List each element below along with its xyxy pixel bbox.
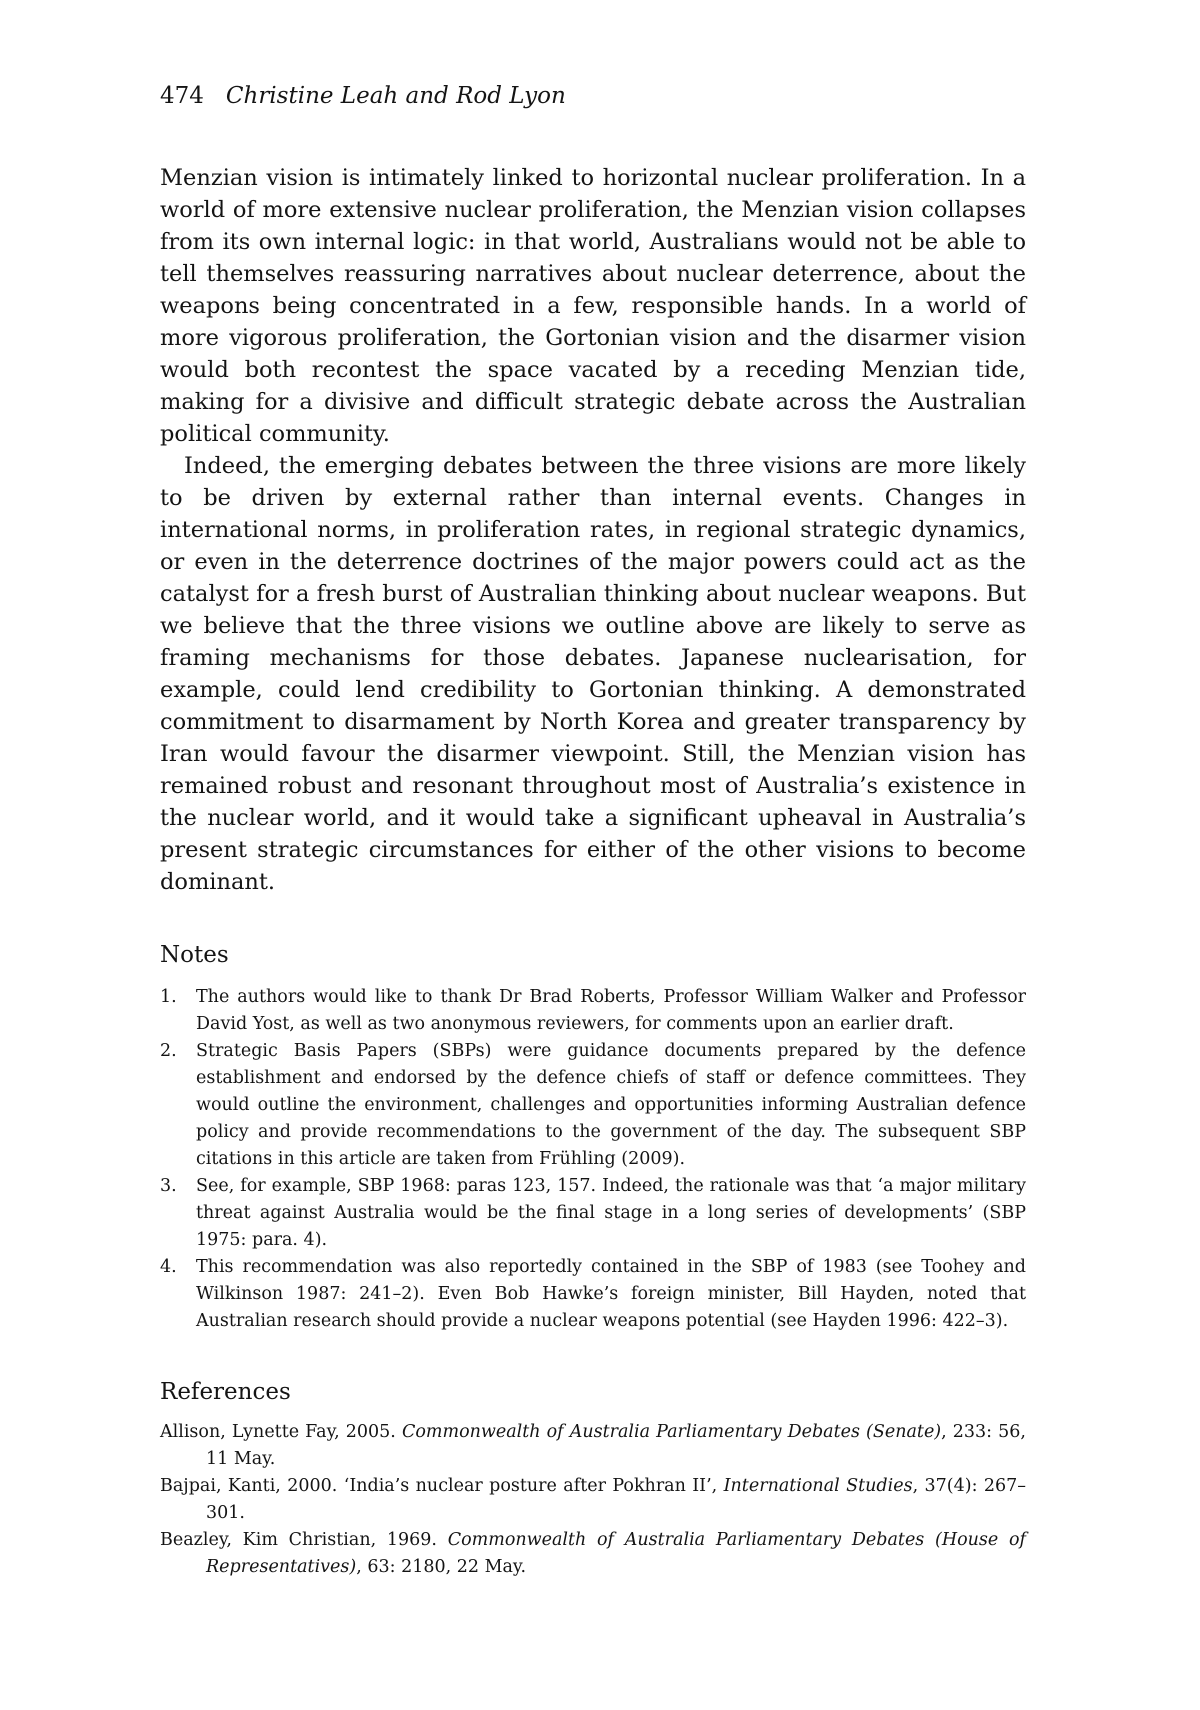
note-text: See, for example, SBP 1968: paras 123, 157. Indeed, the rationale was that ‘a major military threat against Australia would be the final stage in a long series of developments’ (SBP 1975: para. 4). [196,1176,1026,1250]
reference-text: , 37(4): 267–301. [206,1476,1027,1523]
reference-entry [160,1419,1026,1473]
note-number: 4. [160,1257,177,1277]
reference-text: Beazley, Kim Christian, 1969. [160,1530,448,1550]
reference-text: Allison, Lynette Fay, 2005. [160,1422,402,1442]
note-item [160,1173,1026,1254]
note-text: The authors would like to thank Dr Brad Roberts, Professor William Walker and Professor David Yost, as well as two anonymous reviewers, for comments upon an earlier draft. [196,987,1026,1034]
note-item [160,1038,1026,1173]
body-paragraph: Menzian vision is intimately linked to horizontal nuclear proliferation. In a world of more extensive nuclear proliferation, the Menzian vision collapses from its own internal logic: in that world, Australians would not be able to tell themselves reassuring narratives about nuclear deterrence, about the weapons being concentrated in a few, responsible hands. In a world of more vigorous proliferation, the Gortonian vision and the disarmer vision would both recontest the space vacated by a receding Menzian tide, making for a divisive and difficult strategic debate across the Australian political community. [160,165,1026,447]
note-number: 3. [160,1176,177,1196]
reference-title: Commonwealth of Australia Parliamentary Debates (House of Representatives) [206,1530,1026,1577]
note-item [160,1254,1026,1335]
reference-text: Bajpai, Kanti, 2000. ‘India’s nuclear posture after Pokhran II’, [160,1476,724,1496]
references-heading: References [160,1379,291,1405]
note-number: 2. [160,1041,177,1061]
note-item [160,984,1026,1038]
note-number: 1. [160,987,177,1007]
body-text [160,162,1026,898]
reference-text: , 233: 56, 11 May. [206,1422,1026,1469]
page [160,80,1026,1581]
reference-title: International Studies [723,1476,913,1496]
reference-title: Commonwealth of Australia Parliamentary Debates (Senate) [401,1422,942,1442]
reference-text: , 63: 2180, 22 May. [356,1557,527,1577]
reference-entry [160,1527,1026,1581]
reference-entry [160,1473,1026,1527]
running-head [160,80,1026,112]
running-head-authors: Christine Leah and Rod Lyon [225,83,566,109]
note-text: Strategic Basis Papers (SBPs) were guidance documents prepared by the defence establishment and endorsed by the defence chiefs of staff or defence committees. They would outline the environment, challenges and opportunities informing Australian defence policy and provide recommendations to the government of the day. The subsequent SBP citations in this article are taken from Frühling (2009). [196,1041,1026,1169]
note-text: This recommendation was also reportedly contained in the SBP of 1983 (see Toohey and Wilkinson 1987: 241–2). Even Bob Hawke’s foreign minister, Bill Hayden, noted that Australian research should provide a nuclear weapons potential (see Hayden 1996: 422–3). [196,1257,1026,1331]
notes-list [160,984,1026,1335]
references-list [160,1419,1026,1581]
body-paragraph: Indeed, the emerging debates between the three visions are more likely to be driven by external rather than internal events. Changes in international norms, in proliferation rates, in regional strategic dynamics, or even in the deterrence doctrines of the major powers could act as the catalyst for a fresh burst of Australian thinking about nuclear weapons. But we believe that the three visions we outline above are likely to serve as framing mechanisms for those debates. Japanese nuclearisation, for example, could lend credibility to Gortonian thinking. A demonstrated commitment to disarmament by North Korea and greater transparency by Iran would favour the disarmer viewpoint. Still, the Menzian vision has remained robust and resonant throughout most of Australia’s existence in the nuclear world, and it would take a significant upheaval in Australia’s present strategic circumstances for either of the other visions to become dominant. [160,453,1026,895]
page-number: 474 [160,83,204,109]
notes-heading: Notes [160,942,229,968]
